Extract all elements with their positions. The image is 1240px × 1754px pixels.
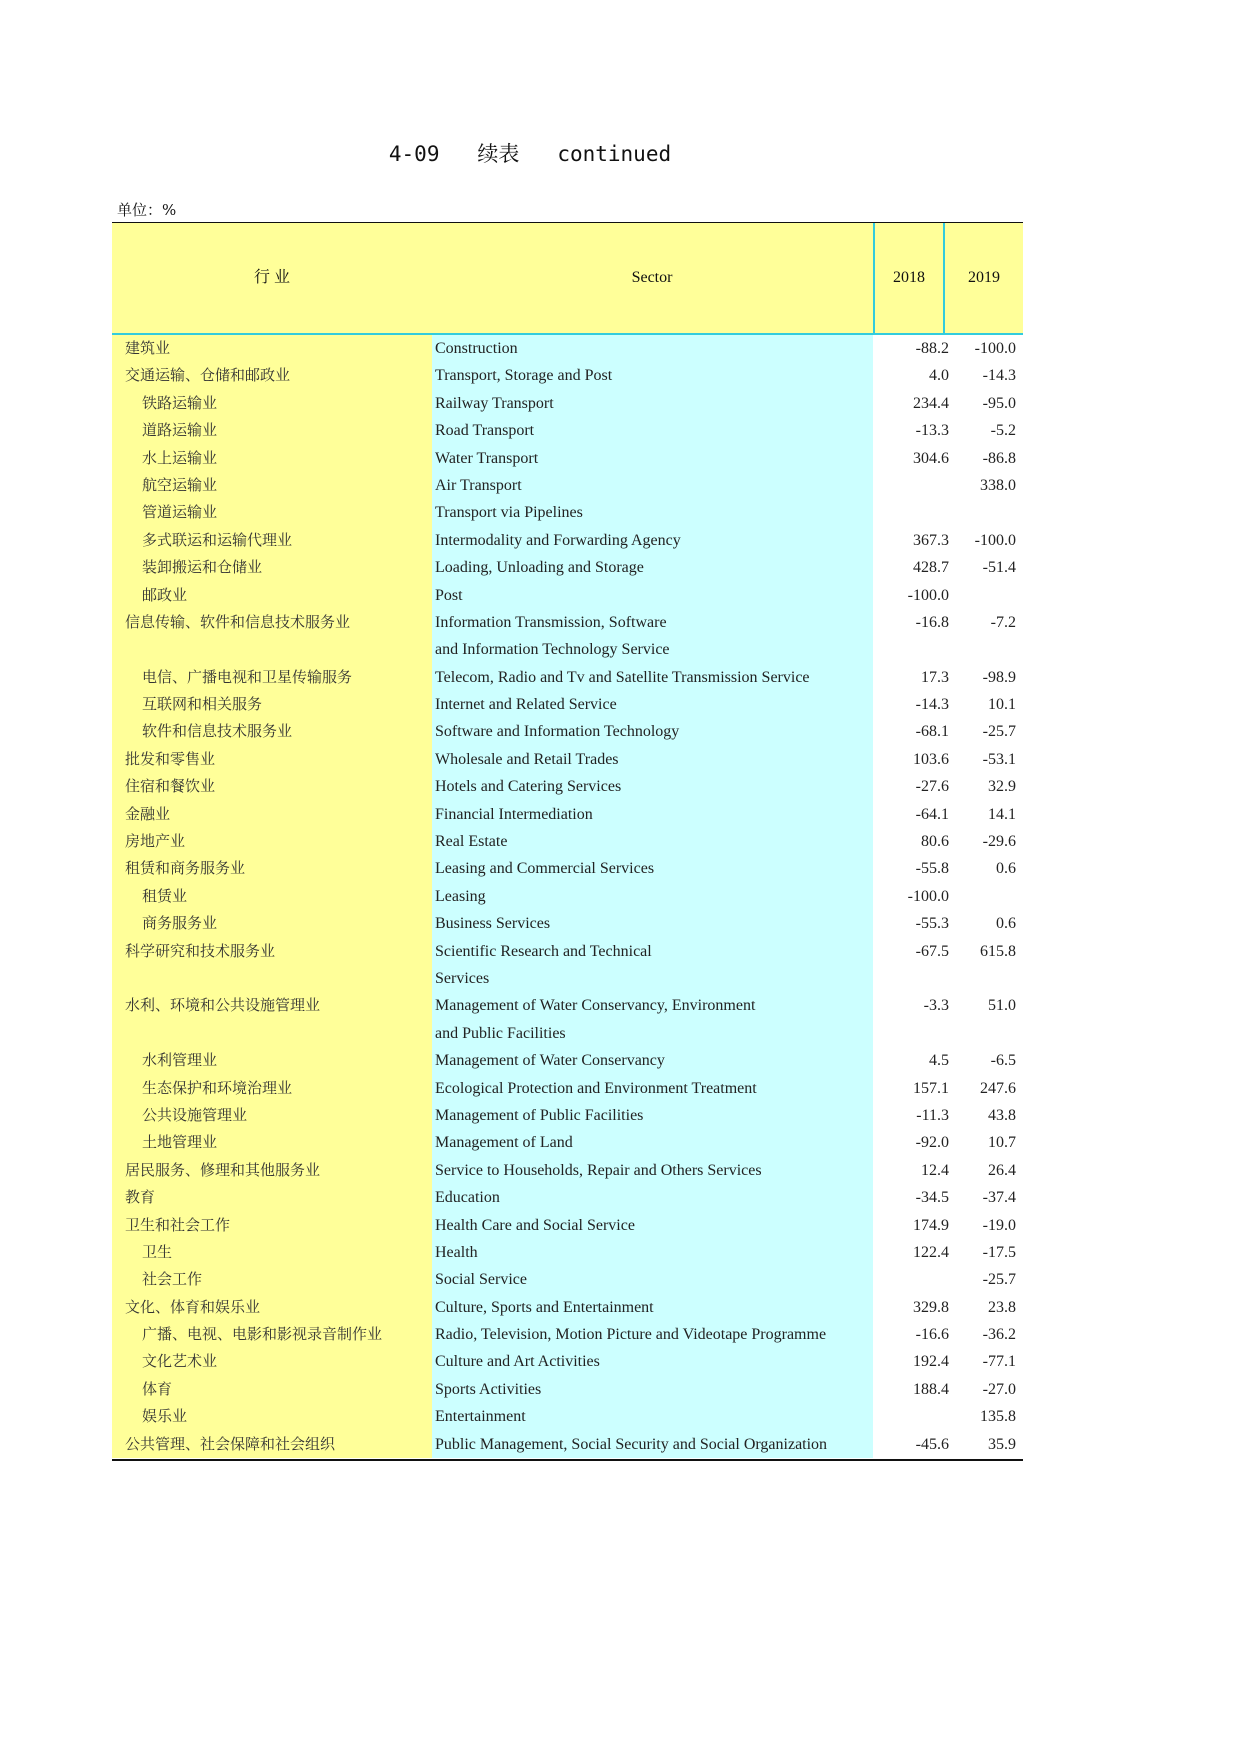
table-row [112, 883, 1023, 910]
value-2018-cell: 234.4 [913, 394, 949, 412]
unit-label: 单位：% [117, 201, 177, 219]
header-year-2018: 2018 [873, 223, 945, 333]
data-table [112, 222, 1023, 1458]
value-2019-cell: -5.2 [990, 422, 1016, 440]
value-2018-cell [875, 1266, 949, 1293]
sector-en-cell: Services [432, 965, 873, 992]
table-row [112, 801, 1023, 828]
sector-en-cell: Loading, Unloading and Storage [432, 554, 873, 581]
sector-cn-cell: 建筑业 [112, 335, 432, 362]
value-2019-cell: 43.8 [988, 1106, 1016, 1124]
sector-cn-cell: 广播、电视、电影和影视录音制作业 [112, 1321, 432, 1348]
table-row [112, 1184, 1023, 1211]
sector-cn-cell: 文化艺术业 [112, 1348, 432, 1375]
table-row [112, 417, 1023, 444]
sector-cn-cell: 互联网和相关服务 [112, 691, 432, 718]
sector-en-cell: Management of Land [432, 1129, 873, 1156]
value-2018-cell: -67.5 [915, 942, 949, 960]
sector-en-cell: Internet and Related Service [432, 691, 873, 718]
value-2018-cell: -88.2 [915, 340, 949, 357]
sector-cn-cell [112, 636, 432, 663]
sector-en-cell: and Public Facilities [432, 1020, 873, 1047]
value-2019-cell: 14.1 [988, 805, 1016, 823]
value-2018-cell: -55.8 [915, 860, 949, 878]
table-row [112, 1102, 1023, 1129]
value-2018-cell: -3.3 [923, 997, 949, 1015]
value-2018-cell: -34.5 [915, 1189, 949, 1207]
value-2019-cell: -53.1 [982, 750, 1016, 768]
table-row [112, 992, 1023, 1019]
value-2018-cell [875, 499, 949, 526]
table-row [112, 1348, 1023, 1375]
table-header [112, 222, 1023, 335]
value-2019-cell: 32.9 [988, 778, 1016, 796]
value-2018-cell: 122.4 [913, 1243, 949, 1261]
sector-en-cell: Health [432, 1239, 873, 1266]
sector-cn-cell: 信息传输、软件和信息技术服务业 [112, 609, 432, 636]
header-sector-cn: 行 业 [253, 269, 290, 286]
value-2019-cell: 35.9 [988, 1435, 1016, 1453]
table-row [112, 1212, 1023, 1239]
sector-cn-cell [112, 965, 432, 992]
value-2018-cell [875, 1020, 949, 1047]
value-2018-cell: 174.9 [913, 1216, 949, 1234]
sector-en-cell: Post [432, 582, 873, 609]
sector-cn-cell: 生态保护和环境治理业 [112, 1075, 432, 1102]
value-2019-cell: 23.8 [988, 1298, 1016, 1316]
sector-cn-cell: 房地产业 [112, 828, 432, 855]
table-row [112, 1075, 1023, 1102]
value-2019-cell: -14.3 [982, 367, 1016, 385]
sector-en-cell: and Information Technology Service [432, 636, 873, 663]
sector-en-cell: Intermodality and Forwarding Agency [432, 527, 873, 554]
value-2019-cell: 615.8 [980, 942, 1016, 960]
value-2019-cell: 135.8 [980, 1408, 1016, 1426]
value-2019-cell: 10.7 [988, 1134, 1016, 1152]
value-2018-cell: 188.4 [913, 1380, 949, 1398]
sector-en-cell: Scientific Research and Technical [432, 938, 873, 965]
value-2018-cell: -100.0 [907, 586, 949, 604]
value-2018-cell: 157.1 [913, 1079, 949, 1097]
sector-cn-cell: 水利、环境和公共设施管理业 [112, 992, 432, 1019]
value-2018-cell: -55.3 [915, 915, 949, 933]
sector-cn-cell: 装卸搬运和仓储业 [112, 554, 432, 581]
sector-cn-cell: 管道运输业 [112, 499, 432, 526]
value-2019-cell: -98.9 [982, 668, 1016, 686]
sector-cn-cell: 公共管理、社会保障和社会组织 [112, 1431, 432, 1458]
sector-en-cell: Railway Transport [432, 390, 873, 417]
sector-cn-cell: 文化、体育和娱乐业 [112, 1294, 432, 1321]
sector-en-cell: Entertainment [432, 1403, 873, 1430]
sector-en-cell: Water Transport [432, 445, 873, 472]
sector-en-cell: Construction [432, 335, 873, 362]
sector-cn-cell [112, 1020, 432, 1047]
value-2018-cell: 304.6 [913, 449, 949, 467]
header-sector-en: Sector [631, 269, 673, 286]
sector-en-cell: Management of Water Conservancy, Environment [432, 992, 873, 1019]
sector-cn-cell: 批发和零售业 [112, 746, 432, 773]
value-2019-cell: -25.7 [982, 1271, 1016, 1289]
sector-cn-cell: 水利管理业 [112, 1047, 432, 1074]
value-2018-cell [875, 965, 949, 992]
sector-cn-cell: 租赁和商务服务业 [112, 855, 432, 882]
table-row [112, 609, 1023, 636]
table-row [112, 445, 1023, 472]
value-2019-cell: 0.6 [996, 915, 1016, 933]
value-2018-cell: 80.6 [921, 833, 949, 851]
table-row [112, 636, 1023, 663]
sector-en-cell: Culture, Sports and Entertainment [432, 1294, 873, 1321]
table-row [112, 1020, 1023, 1047]
table-row [112, 910, 1023, 937]
value-2019-cell: 338.0 [980, 476, 1016, 494]
sector-cn-cell: 航空运输业 [112, 472, 432, 499]
sector-cn-cell: 电信、广播电视和卫星传输服务 [112, 664, 432, 691]
value-2019-cell [949, 965, 1023, 992]
table-row [112, 472, 1023, 499]
sector-en-cell: Telecom, Radio and Tv and Satellite Transmission Service [432, 664, 873, 691]
table-row [112, 1239, 1023, 1266]
sector-en-cell: Sports Activities [432, 1376, 873, 1403]
value-2019-cell: 247.6 [980, 1079, 1016, 1097]
value-2019-cell: -77.1 [982, 1353, 1016, 1371]
table-row [112, 1047, 1023, 1074]
value-2018-cell: -11.3 [916, 1106, 949, 1124]
table-row [112, 1376, 1023, 1403]
table-row [112, 390, 1023, 417]
value-2019-cell [949, 499, 1023, 526]
value-2018-cell: 4.5 [929, 1052, 949, 1070]
value-2018-cell: 192.4 [913, 1353, 949, 1371]
sector-en-cell: Financial Intermediation [432, 801, 873, 828]
header-year-2019: 2019 [968, 269, 1000, 286]
table-row [112, 1403, 1023, 1430]
value-2019-cell: -95.0 [982, 394, 1016, 412]
sector-cn-cell: 教育 [112, 1184, 432, 1211]
value-2019-cell: 0.6 [996, 860, 1016, 878]
sector-en-cell: Information Transmission, Software [432, 609, 873, 636]
value-2019-cell: -7.2 [990, 613, 1016, 631]
table-row [112, 554, 1023, 581]
sector-en-cell: Service to Households, Repair and Others Services [432, 1157, 873, 1184]
value-2018-cell: 4.0 [929, 367, 949, 385]
value-2018-cell: -92.0 [915, 1134, 949, 1152]
sector-en-cell: Social Service [432, 1266, 873, 1293]
sector-en-cell: Education [432, 1184, 873, 1211]
table-row [112, 773, 1023, 800]
sector-en-cell: Management of Public Facilities [432, 1102, 873, 1129]
sector-cn-cell: 道路运输业 [112, 417, 432, 444]
value-2018-cell: 103.6 [913, 750, 949, 768]
value-2019-cell: 26.4 [988, 1161, 1016, 1179]
value-2019-cell: -29.6 [982, 833, 1016, 851]
value-2019-cell: 10.1 [988, 696, 1016, 714]
sector-en-cell: Real Estate [432, 828, 873, 855]
sector-cn-cell: 租赁业 [112, 883, 432, 910]
sector-cn-cell: 铁路运输业 [112, 390, 432, 417]
sector-cn-cell: 水上运输业 [112, 445, 432, 472]
sector-cn-cell: 社会工作 [112, 1266, 432, 1293]
sector-en-cell: Hotels and Catering Services [432, 773, 873, 800]
value-2018-cell: -100.0 [907, 887, 949, 905]
value-2019-cell: -100.0 [974, 340, 1016, 357]
value-2018-cell: 17.3 [921, 668, 949, 686]
sector-cn-cell: 住宿和餐饮业 [112, 773, 432, 800]
value-2019-cell: -27.0 [982, 1380, 1016, 1398]
value-2018-cell [875, 472, 949, 499]
value-2018-cell: -45.6 [915, 1435, 949, 1453]
table-row [112, 1294, 1023, 1321]
table-title: 4-09 续表 continued [388, 142, 672, 166]
value-2018-cell: 367.3 [913, 531, 949, 549]
value-2018-cell [875, 1403, 949, 1430]
value-2018-cell: -27.6 [915, 778, 949, 796]
table-row [112, 1129, 1023, 1156]
table-row [112, 691, 1023, 718]
value-2018-cell: -16.6 [915, 1326, 949, 1344]
value-2018-cell: -64.1 [915, 805, 949, 823]
value-2019-cell [949, 883, 1023, 910]
table-row [112, 938, 1023, 965]
sector-cn-cell: 多式联运和运输代理业 [112, 527, 432, 554]
sector-cn-cell: 软件和信息技术服务业 [112, 718, 432, 745]
sector-en-cell: Software and Information Technology [432, 718, 873, 745]
sector-cn-cell: 交通运输、仓储和邮政业 [112, 362, 432, 389]
value-2019-cell [949, 1020, 1023, 1047]
sector-en-cell: Health Care and Social Service [432, 1212, 873, 1239]
value-2018-cell: 12.4 [921, 1161, 949, 1179]
sector-cn-cell: 商务服务业 [112, 910, 432, 937]
sector-en-cell: Transport via Pipelines [432, 499, 873, 526]
value-2018-cell: -14.3 [915, 696, 949, 714]
value-2018-cell: -13.3 [915, 422, 949, 440]
sector-en-cell: Transport, Storage and Post [432, 362, 873, 389]
sector-cn-cell: 居民服务、修理和其他服务业 [112, 1157, 432, 1184]
value-2019-cell: -51.4 [982, 559, 1016, 577]
value-2019-cell: -86.8 [982, 449, 1016, 467]
table-row [112, 499, 1023, 526]
sector-en-cell: Road Transport [432, 417, 873, 444]
sector-en-cell: Leasing and Commercial Services [432, 855, 873, 882]
value-2018-cell: -16.8 [915, 613, 949, 631]
sector-en-cell: Management of Water Conservancy [432, 1047, 873, 1074]
value-2019-cell: -37.4 [982, 1189, 1016, 1207]
sector-cn-cell: 娱乐业 [112, 1403, 432, 1430]
value-2018-cell: 329.8 [913, 1298, 949, 1316]
sector-cn-cell: 公共设施管理业 [112, 1102, 432, 1129]
sector-cn-cell: 体育 [112, 1376, 432, 1403]
sector-en-cell: Leasing [432, 883, 873, 910]
value-2019-cell: 51.0 [988, 997, 1016, 1015]
table-row [112, 362, 1023, 389]
sector-en-cell: Wholesale and Retail Trades [432, 746, 873, 773]
table-row [112, 1431, 1023, 1458]
table-row [112, 746, 1023, 773]
value-2018-cell: -68.1 [915, 723, 949, 741]
sector-cn-cell: 金融业 [112, 801, 432, 828]
value-2019-cell: -100.0 [974, 531, 1016, 549]
sector-en-cell: Radio, Television, Motion Picture and Videotape Programme [432, 1321, 873, 1348]
value-2019-cell [949, 636, 1023, 663]
value-2019-cell: -19.0 [982, 1216, 1016, 1234]
value-2019-cell [949, 582, 1023, 609]
sector-en-cell: Air Transport [432, 472, 873, 499]
value-2019-cell: -25.7 [982, 723, 1016, 741]
value-2019-cell: -6.5 [990, 1052, 1016, 1070]
table-row [112, 664, 1023, 691]
table-row [112, 1266, 1023, 1293]
value-2018-cell [875, 636, 949, 663]
table-row [112, 965, 1023, 992]
table-row [112, 335, 1023, 362]
sector-cn-cell: 卫生 [112, 1239, 432, 1266]
value-2018-cell: 428.7 [913, 559, 949, 577]
sector-en-cell: Public Management, Social Security and Social Organization [432, 1431, 873, 1458]
table-row [112, 718, 1023, 745]
sector-en-cell: Ecological Protection and Environment Treatment [432, 1075, 873, 1102]
table-row [112, 582, 1023, 609]
sector-cn-cell: 卫生和社会工作 [112, 1212, 432, 1239]
table-body [112, 335, 1023, 1458]
table-row [112, 855, 1023, 882]
value-2019-cell: -17.5 [982, 1243, 1016, 1261]
sector-en-cell: Business Services [432, 910, 873, 937]
value-2019-cell: -36.2 [982, 1326, 1016, 1344]
table-bottom-rule [112, 1459, 1023, 1461]
sector-cn-cell: 土地管理业 [112, 1129, 432, 1156]
table-row [112, 1321, 1023, 1348]
table-row [112, 1157, 1023, 1184]
table-row [112, 527, 1023, 554]
sector-cn-cell: 科学研究和技术服务业 [112, 938, 432, 965]
sector-en-cell: Culture and Art Activities [432, 1348, 873, 1375]
sector-cn-cell: 邮政业 [112, 582, 432, 609]
table-row [112, 828, 1023, 855]
